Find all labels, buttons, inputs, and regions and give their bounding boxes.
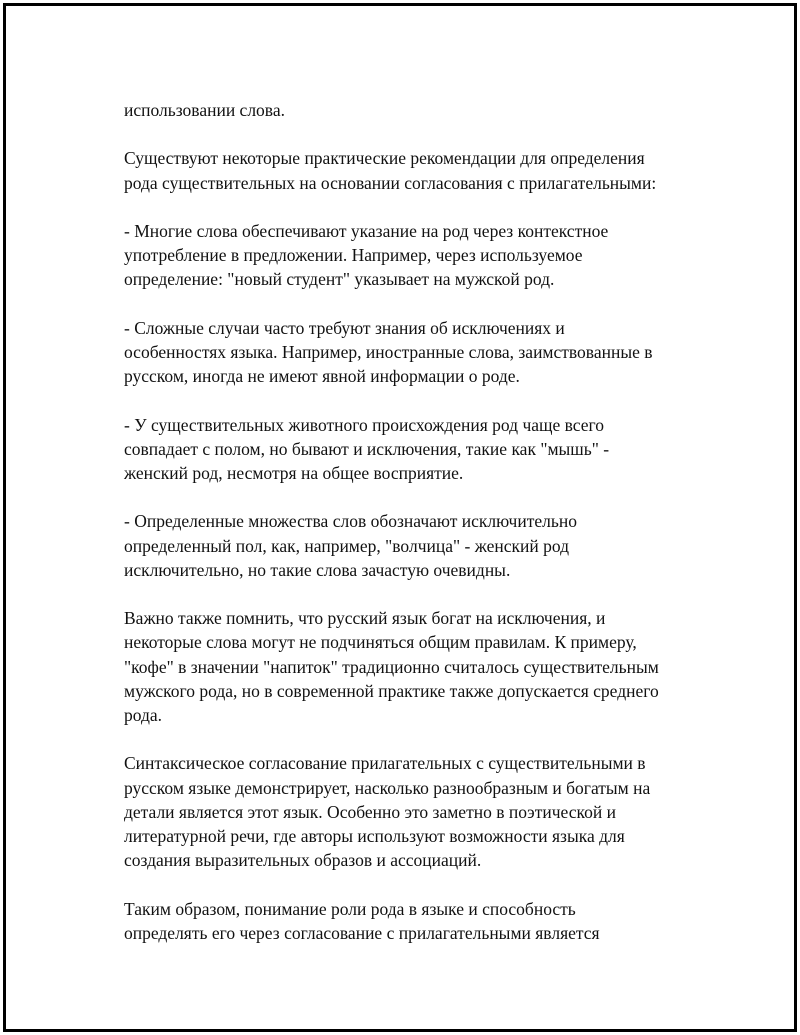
list-item-paragraph <box>124 219 724 292</box>
text-line: Таким образом, понимание роли рода в языке и способность <box>124 898 576 919</box>
list-item-paragraph <box>124 509 724 582</box>
text-line: использовании слова. <box>124 100 285 120</box>
paragraph <box>124 606 724 727</box>
text-line: исключительно, но такие слова зачастую очевидны. <box>124 559 511 580</box>
text-line: определенный пол, как, например, "волчица" - женский род <box>124 535 569 556</box>
list-item-paragraph <box>124 316 724 389</box>
text-line: определение: "новый студент" указывает на мужской род. <box>124 269 555 290</box>
paragraph <box>124 98 724 122</box>
paragraph <box>124 146 724 194</box>
text-line: определять его через согласование с прилагательными является <box>124 922 600 943</box>
text-line: русском, иногда не имеют явной информации о роде. <box>124 366 520 387</box>
paragraph <box>124 897 724 945</box>
text-line: детали является этот язык. Особенно это заметно в поэтической и <box>124 801 616 822</box>
text-line: русском языке демонстрирует, насколько разнообразным и богатым на <box>124 777 651 798</box>
text-line: - Определенные множества слов обозначают исключительно <box>124 511 577 532</box>
text-line: рода. <box>124 704 163 725</box>
list-item-paragraph <box>124 413 724 486</box>
text-line: - Многие слова обеспечивают указание на род через контекстное <box>124 220 609 241</box>
text-line: употребление в предложении. Например, через используемое <box>124 245 583 266</box>
paragraph <box>124 751 724 872</box>
text-line: - У существительных животного происхождения род чаще всего <box>124 414 605 435</box>
text-line: - Сложные случаи часто требуют знания об исключениях и <box>124 317 565 338</box>
document-body <box>124 98 724 969</box>
text-line: женский род, несмотря на общее восприятие. <box>124 462 464 483</box>
text-line: совпадает с полом, но бывают и исключения, такие как "мышь" - <box>124 438 610 459</box>
text-line: Существуют некоторые практические рекомендации для определения <box>124 148 645 169</box>
page-frame <box>3 3 797 1032</box>
text-line: литературной речи, где авторы используют возможности языка для <box>124 825 625 846</box>
text-line: рода существительных на основании согласования с прилагательными: <box>124 172 657 193</box>
text-line: Важно также помнить, что русский язык богат на исключения, и <box>124 608 606 629</box>
text-line: мужского рода, но в современной практике также допускается среднего <box>124 680 659 701</box>
text-line: некоторые слова могут не подчиняться общим правилам. К примеру, <box>124 632 637 653</box>
text-line: особенностях языка. Например, иностранные слова, заимствованные в <box>124 341 653 362</box>
text-line: "кофе" в значении "напиток" традиционно считалось существительным <box>124 656 659 677</box>
text-line: создания выразительных образов и ассоциаций. <box>124 850 482 871</box>
text-line: Синтаксическое согласование прилагательных с существительными в <box>124 753 646 774</box>
